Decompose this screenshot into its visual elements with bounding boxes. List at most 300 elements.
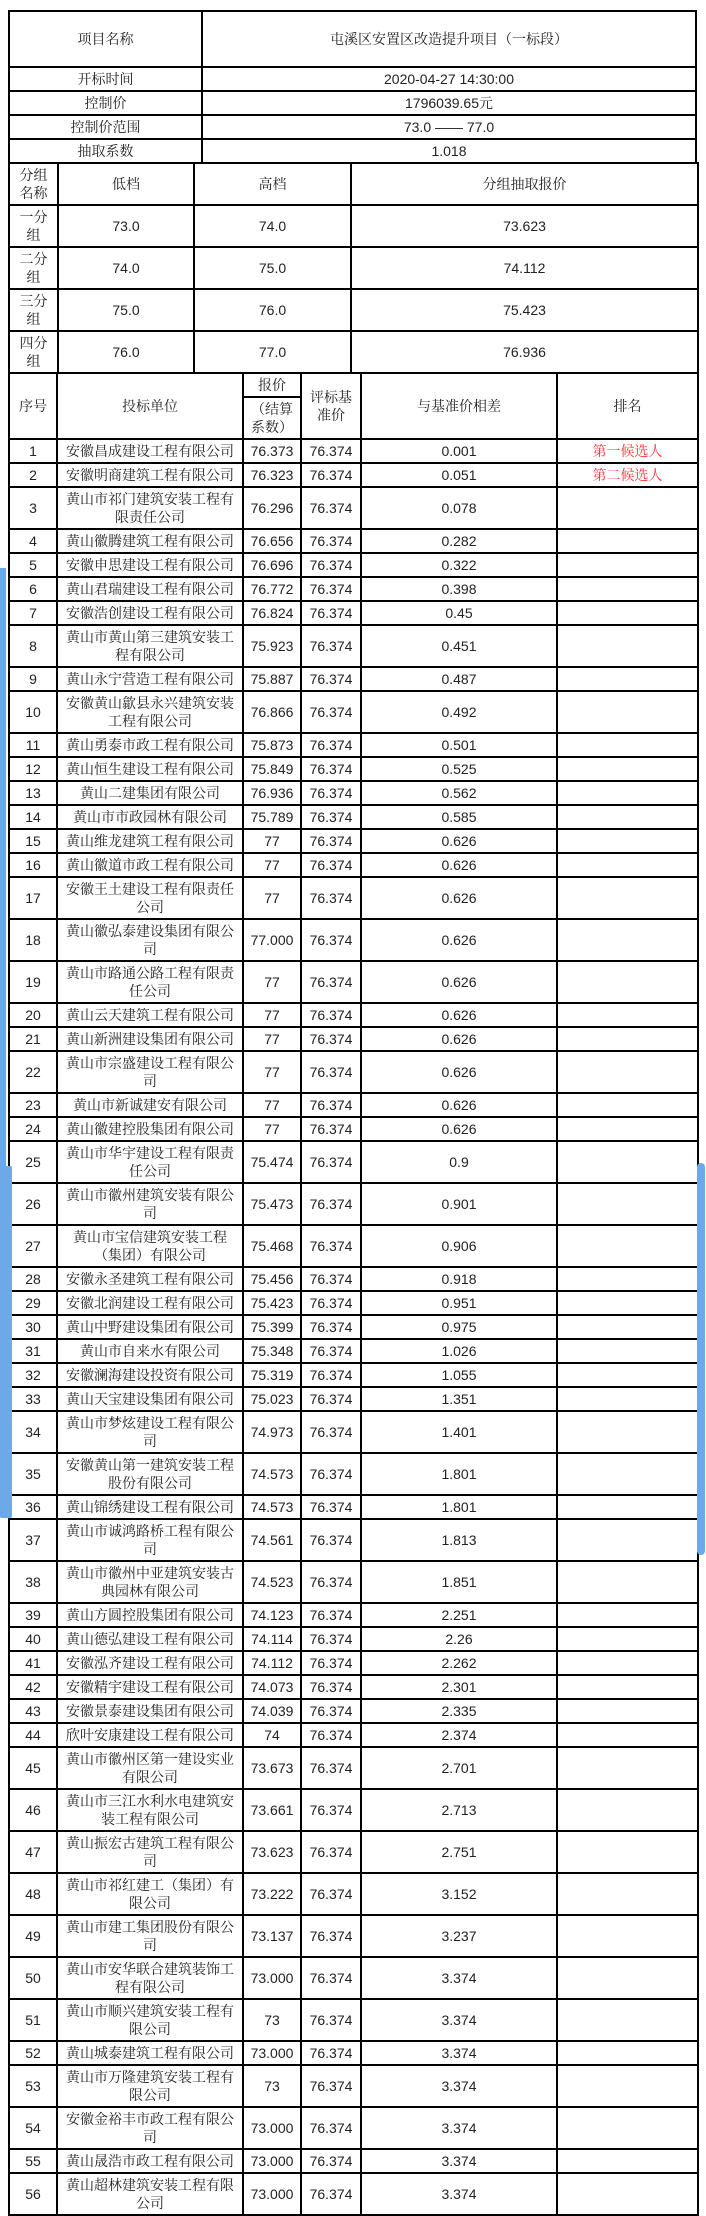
base-price-cell: 76.374 bbox=[301, 667, 361, 691]
table-row bbox=[9, 1315, 698, 1339]
price-cell: 73 bbox=[243, 2065, 301, 2107]
seq-cell: 45 bbox=[9, 1747, 57, 1789]
bidder-cell: 黄山市安华联合建筑装饰工程有限公司 bbox=[57, 1957, 243, 1999]
group-high-cell: 74.0 bbox=[194, 205, 351, 247]
table-row bbox=[9, 1225, 698, 1267]
table-row bbox=[9, 805, 698, 829]
price-cell: 74.112 bbox=[243, 1651, 301, 1675]
table-row bbox=[9, 757, 698, 781]
bidder-cell: 黄山超林建筑安装工程有限公司 bbox=[57, 2173, 243, 2215]
seq-cell: 4 bbox=[9, 529, 57, 553]
diff-cell: 2.751 bbox=[361, 1831, 557, 1873]
rank-cell bbox=[557, 1141, 698, 1183]
rank-cell bbox=[557, 1999, 698, 2041]
table-row bbox=[9, 1789, 698, 1831]
price-cell: 73.000 bbox=[243, 1957, 301, 1999]
rank-cell bbox=[557, 1789, 698, 1831]
group-name-cell: 三分组 bbox=[9, 289, 58, 331]
bidder-cell: 黄山市宗盛建设工程有限公司 bbox=[57, 1051, 243, 1093]
seq-cell: 48 bbox=[9, 1873, 57, 1915]
base-price-cell: 76.374 bbox=[301, 1387, 361, 1411]
group-header-name: 分组名称 bbox=[9, 163, 58, 205]
bidder-cell: 黄山天宝建设集团有限公司 bbox=[57, 1387, 243, 1411]
seq-cell: 37 bbox=[9, 1519, 57, 1561]
price-cell: 77 bbox=[243, 1027, 301, 1051]
price-cell: 77 bbox=[243, 961, 301, 1003]
group-row bbox=[9, 205, 698, 247]
rank-cell bbox=[557, 2173, 698, 2215]
diff-cell: 0.626 bbox=[361, 1093, 557, 1117]
base-price-cell: 76.374 bbox=[301, 487, 361, 529]
table-row bbox=[9, 733, 698, 757]
price-cell: 77 bbox=[243, 853, 301, 877]
price-cell: 75.423 bbox=[243, 1291, 301, 1315]
price-cell: 74.114 bbox=[243, 1627, 301, 1651]
table-row bbox=[9, 2149, 698, 2173]
diff-cell: 0.525 bbox=[361, 757, 557, 781]
seq-cell: 2 bbox=[9, 463, 57, 487]
price-cell: 73.673 bbox=[243, 1747, 301, 1789]
price-cell: 75.923 bbox=[243, 625, 301, 667]
base-price-cell: 76.374 bbox=[301, 1291, 361, 1315]
info-label: 控制价范围 bbox=[9, 115, 202, 139]
base-price-cell: 76.374 bbox=[301, 757, 361, 781]
base-price-cell: 76.374 bbox=[301, 463, 361, 487]
bidder-cell: 黄山永宁营造工程有限公司 bbox=[57, 667, 243, 691]
diff-cell: 1.026 bbox=[361, 1339, 557, 1363]
price-cell: 76.323 bbox=[243, 463, 301, 487]
info-row bbox=[9, 67, 696, 91]
bidder-cell: 安徽黄山歙县永兴建筑安装工程有限公司 bbox=[57, 691, 243, 733]
bidder-cell: 黄山振宏古建筑工程有限公司 bbox=[57, 1831, 243, 1873]
rank-cell bbox=[557, 1747, 698, 1789]
base-price-cell: 76.374 bbox=[301, 1915, 361, 1957]
bidder-cell: 黄山徽道市政工程有限公司 bbox=[57, 853, 243, 877]
right-scrollbar-thumb[interactable] bbox=[697, 1163, 705, 1555]
rank-cell bbox=[557, 529, 698, 553]
base-price-cell: 76.374 bbox=[301, 1225, 361, 1267]
group-row bbox=[9, 289, 698, 331]
rank-cell bbox=[557, 1183, 698, 1225]
price-cell: 74.039 bbox=[243, 1699, 301, 1723]
diff-cell: 1.851 bbox=[361, 1561, 557, 1603]
group-row bbox=[9, 331, 698, 373]
base-price-cell: 76.374 bbox=[301, 2107, 361, 2149]
info-value: 2020-04-27 14:30:00 bbox=[202, 67, 696, 91]
rank-cell bbox=[557, 1495, 698, 1519]
price-cell: 77 bbox=[243, 1093, 301, 1117]
diff-cell: 0.9 bbox=[361, 1141, 557, 1183]
bidder-cell: 安徽北润建设工程有限公司 bbox=[57, 1291, 243, 1315]
seq-cell: 34 bbox=[9, 1411, 57, 1453]
table-row bbox=[9, 1627, 698, 1651]
bidder-cell: 黄山市徽州中亚建筑安装古典园林有限公司 bbox=[57, 1561, 243, 1603]
diff-cell: 3.374 bbox=[361, 1999, 557, 2041]
seq-cell: 53 bbox=[9, 2065, 57, 2107]
left-scrollbar-thumb[interactable] bbox=[0, 1166, 12, 1518]
table-row bbox=[9, 1183, 698, 1225]
seq-cell: 22 bbox=[9, 1051, 57, 1093]
base-price-cell: 76.374 bbox=[301, 2041, 361, 2065]
price-cell: 74.561 bbox=[243, 1519, 301, 1561]
price-cell: 75.319 bbox=[243, 1363, 301, 1387]
seq-cell: 44 bbox=[9, 1723, 57, 1747]
bidder-cell: 安徽昌成建设工程有限公司 bbox=[57, 439, 243, 463]
base-price-cell: 76.374 bbox=[301, 919, 361, 961]
rank-cell bbox=[557, 1603, 698, 1627]
table-row bbox=[9, 853, 698, 877]
rank-cell bbox=[557, 1117, 698, 1141]
base-price-cell: 76.374 bbox=[301, 1051, 361, 1093]
price-cell: 76.373 bbox=[243, 439, 301, 463]
bidder-cell: 安徽景泰建设集团有限公司 bbox=[57, 1699, 243, 1723]
rank-cell bbox=[557, 1915, 698, 1957]
rank-cell bbox=[557, 2041, 698, 2065]
price-cell: 76.936 bbox=[243, 781, 301, 805]
table-row bbox=[9, 1603, 698, 1627]
seq-cell: 43 bbox=[9, 1699, 57, 1723]
diff-cell: 0.918 bbox=[361, 1267, 557, 1291]
seq-cell: 10 bbox=[9, 691, 57, 733]
seq-cell: 3 bbox=[9, 487, 57, 529]
bidder-cell: 黄山徽腾建筑工程有限公司 bbox=[57, 529, 243, 553]
seq-cell: 42 bbox=[9, 1675, 57, 1699]
diff-cell: 0.626 bbox=[361, 877, 557, 919]
seq-cell: 20 bbox=[9, 1003, 57, 1027]
bids-header-rank: 排名 bbox=[557, 373, 698, 439]
group-drawn-price-cell: 74.112 bbox=[351, 247, 698, 289]
bidder-cell: 安徽泓齐建设工程有限公司 bbox=[57, 1651, 243, 1675]
table-row bbox=[9, 1873, 698, 1915]
bidder-cell: 黄山君瑞建设工程有限公司 bbox=[57, 577, 243, 601]
price-cell: 75.399 bbox=[243, 1315, 301, 1339]
seq-cell: 7 bbox=[9, 601, 57, 625]
group-name-cell: 一分组 bbox=[9, 205, 58, 247]
bids-header-seq: 序号 bbox=[9, 373, 57, 439]
diff-cell: 3.374 bbox=[361, 2065, 557, 2107]
bids-table bbox=[8, 372, 699, 2216]
price-cell: 76.772 bbox=[243, 577, 301, 601]
group-table bbox=[8, 162, 699, 374]
diff-cell: 0.398 bbox=[361, 577, 557, 601]
bidder-cell: 黄山城泰建筑工程有限公司 bbox=[57, 2041, 243, 2065]
seq-cell: 29 bbox=[9, 1291, 57, 1315]
diff-cell: 1.401 bbox=[361, 1411, 557, 1453]
bidder-cell: 黄山云天建筑工程有限公司 bbox=[57, 1003, 243, 1027]
diff-cell: 0.626 bbox=[361, 1117, 557, 1141]
seq-cell: 18 bbox=[9, 919, 57, 961]
base-price-cell: 76.374 bbox=[301, 1999, 361, 2041]
rank-cell bbox=[557, 1093, 698, 1117]
group-row bbox=[9, 247, 698, 289]
table-row bbox=[9, 1651, 698, 1675]
seq-cell: 9 bbox=[9, 667, 57, 691]
seq-cell: 6 bbox=[9, 577, 57, 601]
rank-cell bbox=[557, 487, 698, 529]
seq-cell: 40 bbox=[9, 1627, 57, 1651]
rank-cell bbox=[557, 919, 698, 961]
diff-cell: 0.975 bbox=[361, 1315, 557, 1339]
base-price-cell: 76.374 bbox=[301, 1747, 361, 1789]
rank-cell bbox=[557, 1339, 698, 1363]
table-row bbox=[9, 463, 698, 487]
bidder-cell: 安徽申思建设工程有限公司 bbox=[57, 553, 243, 577]
price-cell: 73.000 bbox=[243, 2149, 301, 2173]
info-tbody bbox=[9, 11, 696, 163]
table-row bbox=[9, 781, 698, 805]
diff-cell: 0.322 bbox=[361, 553, 557, 577]
seq-cell: 50 bbox=[9, 1957, 57, 1999]
bidder-cell: 黄山市市政园林有限公司 bbox=[57, 805, 243, 829]
rank-cell bbox=[557, 733, 698, 757]
info-label: 开标时间 bbox=[9, 67, 202, 91]
price-cell: 73.222 bbox=[243, 1873, 301, 1915]
table-row bbox=[9, 1699, 698, 1723]
group-low-cell: 74.0 bbox=[58, 247, 194, 289]
rank-cell bbox=[557, 577, 698, 601]
bidder-cell: 黄山恒生建设工程有限公司 bbox=[57, 757, 243, 781]
seq-cell: 51 bbox=[9, 1999, 57, 2041]
base-price-cell: 76.374 bbox=[301, 1603, 361, 1627]
base-price-cell: 76.374 bbox=[301, 1411, 361, 1453]
bids-header-price-line1: 报价 bbox=[244, 374, 300, 398]
table-row bbox=[9, 577, 698, 601]
table-row bbox=[9, 1495, 698, 1519]
seq-cell: 15 bbox=[9, 829, 57, 853]
diff-cell: 0.051 bbox=[361, 463, 557, 487]
base-price-cell: 76.374 bbox=[301, 1003, 361, 1027]
table-row bbox=[9, 667, 698, 691]
info-row bbox=[9, 115, 696, 139]
diff-cell: 0.078 bbox=[361, 487, 557, 529]
price-cell: 74.973 bbox=[243, 1411, 301, 1453]
diff-cell: 3.237 bbox=[361, 1915, 557, 1957]
price-cell: 76.866 bbox=[243, 691, 301, 733]
base-price-cell: 76.374 bbox=[301, 601, 361, 625]
rank-cell bbox=[557, 1051, 698, 1093]
rank-cell bbox=[557, 1411, 698, 1453]
base-price-cell: 76.374 bbox=[301, 1027, 361, 1051]
rank-cell bbox=[557, 2149, 698, 2173]
rank-cell bbox=[557, 805, 698, 829]
diff-cell: 3.374 bbox=[361, 2041, 557, 2065]
rank-cell bbox=[557, 781, 698, 805]
base-price-cell: 76.374 bbox=[301, 829, 361, 853]
price-cell: 74.523 bbox=[243, 1561, 301, 1603]
diff-cell: 2.701 bbox=[361, 1747, 557, 1789]
base-price-cell: 76.374 bbox=[301, 1873, 361, 1915]
price-cell: 73 bbox=[243, 1999, 301, 2041]
base-price-cell: 76.374 bbox=[301, 529, 361, 553]
bidder-cell: 黄山市黄山第三建筑安装工程有限公司 bbox=[57, 625, 243, 667]
table-row bbox=[9, 487, 698, 529]
rank-cell bbox=[557, 1315, 698, 1339]
bidder-cell: 黄山市顺兴建筑安装工程有限公司 bbox=[57, 1999, 243, 2041]
table-row bbox=[9, 1117, 698, 1141]
seq-cell: 41 bbox=[9, 1651, 57, 1675]
diff-cell: 0.562 bbox=[361, 781, 557, 805]
price-cell: 73.137 bbox=[243, 1915, 301, 1957]
price-cell: 77 bbox=[243, 1051, 301, 1093]
table-row bbox=[9, 1675, 698, 1699]
seq-cell: 36 bbox=[9, 1495, 57, 1519]
diff-cell: 0.906 bbox=[361, 1225, 557, 1267]
seq-cell: 56 bbox=[9, 2173, 57, 2215]
table-row bbox=[9, 1051, 698, 1093]
seq-cell: 12 bbox=[9, 757, 57, 781]
base-price-cell: 76.374 bbox=[301, 805, 361, 829]
rank-cell bbox=[557, 667, 698, 691]
rank-cell bbox=[557, 829, 698, 853]
diff-cell: 0.45 bbox=[361, 601, 557, 625]
base-price-cell: 76.374 bbox=[301, 1117, 361, 1141]
seq-cell: 17 bbox=[9, 877, 57, 919]
bidder-cell: 黄山市华宇建设工程有限责任公司 bbox=[57, 1141, 243, 1183]
bidder-cell: 黄山市宝信建筑安装工程（集团）有限公司 bbox=[57, 1225, 243, 1267]
info-label: 控制价 bbox=[9, 91, 202, 115]
price-cell: 73.000 bbox=[243, 2041, 301, 2065]
rank-cell bbox=[557, 1723, 698, 1747]
group-header-high: 高档 bbox=[194, 163, 351, 205]
bids-header-price bbox=[243, 373, 301, 439]
base-price-cell: 76.374 bbox=[301, 1141, 361, 1183]
base-price-cell: 76.374 bbox=[301, 1561, 361, 1603]
price-cell: 73.000 bbox=[243, 2107, 301, 2149]
table-row bbox=[9, 1999, 698, 2041]
table-row bbox=[9, 1957, 698, 1999]
bidder-cell: 黄山市徽州建筑安装有限公司 bbox=[57, 1183, 243, 1225]
base-price-cell: 76.374 bbox=[301, 553, 361, 577]
seq-cell: 31 bbox=[9, 1339, 57, 1363]
rank-cell bbox=[557, 1003, 698, 1027]
bidder-cell: 黄山市梦炫建设工程有限公司 bbox=[57, 1411, 243, 1453]
bids-header-row bbox=[9, 373, 698, 439]
diff-cell: 0.901 bbox=[361, 1183, 557, 1225]
group-high-cell: 77.0 bbox=[194, 331, 351, 373]
diff-cell: 0.585 bbox=[361, 805, 557, 829]
seq-cell: 11 bbox=[9, 733, 57, 757]
seq-cell: 16 bbox=[9, 853, 57, 877]
price-cell: 75.873 bbox=[243, 733, 301, 757]
price-cell: 73.623 bbox=[243, 1831, 301, 1873]
rank-cell bbox=[557, 553, 698, 577]
table-row bbox=[9, 1561, 698, 1603]
base-price-cell: 76.374 bbox=[301, 1267, 361, 1291]
base-price-cell: 76.374 bbox=[301, 1831, 361, 1873]
info-row bbox=[9, 139, 696, 163]
diff-cell: 2.251 bbox=[361, 1603, 557, 1627]
price-cell: 74.573 bbox=[243, 1495, 301, 1519]
bids-header-price-line2: （结算系数） bbox=[251, 401, 293, 435]
diff-cell: 1.055 bbox=[361, 1363, 557, 1387]
seq-cell: 30 bbox=[9, 1315, 57, 1339]
table-row bbox=[9, 1267, 698, 1291]
rank-cell bbox=[557, 877, 698, 919]
bidder-cell: 黄山市徽州区第一建设实业有限公司 bbox=[57, 1747, 243, 1789]
diff-cell: 2.262 bbox=[361, 1651, 557, 1675]
bidder-cell: 黄山二建集团有限公司 bbox=[57, 781, 243, 805]
seq-cell: 49 bbox=[9, 1915, 57, 1957]
diff-cell: 1.813 bbox=[361, 1519, 557, 1561]
diff-cell: 3.374 bbox=[361, 2173, 557, 2215]
bids-header-base: 评标基准价 bbox=[301, 373, 361, 439]
bidder-cell: 黄山锦绣建设工程有限公司 bbox=[57, 1495, 243, 1519]
diff-cell: 2.374 bbox=[361, 1723, 557, 1747]
info-label: 项目名称 bbox=[9, 11, 202, 67]
price-cell: 75.023 bbox=[243, 1387, 301, 1411]
diff-cell: 0.626 bbox=[361, 961, 557, 1003]
info-row bbox=[9, 91, 696, 115]
price-cell: 77 bbox=[243, 829, 301, 853]
diff-cell: 3.374 bbox=[361, 2107, 557, 2149]
table-row bbox=[9, 1747, 698, 1789]
rank-cell bbox=[557, 961, 698, 1003]
table-row bbox=[9, 1141, 698, 1183]
bidder-cell: 黄山徽建控股集团有限公司 bbox=[57, 1117, 243, 1141]
bidder-cell: 黄山方圆控股集团有限公司 bbox=[57, 1603, 243, 1627]
bidder-cell: 黄山市万隆建筑安装工程有限公司 bbox=[57, 2065, 243, 2107]
base-price-cell: 76.374 bbox=[301, 1957, 361, 1999]
base-price-cell: 76.374 bbox=[301, 961, 361, 1003]
left-scroll-track bbox=[0, 568, 6, 1168]
rank-cell bbox=[557, 1957, 698, 1999]
bidder-cell: 安徽浩创建设工程有限公司 bbox=[57, 601, 243, 625]
price-cell: 75.849 bbox=[243, 757, 301, 781]
table-row bbox=[9, 877, 698, 919]
info-label: 抽取系数 bbox=[9, 139, 202, 163]
diff-cell: 0.626 bbox=[361, 853, 557, 877]
rank-cell: 第二候选人 bbox=[557, 463, 698, 487]
diff-cell: 2.335 bbox=[361, 1699, 557, 1723]
base-price-cell: 76.374 bbox=[301, 1789, 361, 1831]
base-price-cell: 76.374 bbox=[301, 1675, 361, 1699]
base-price-cell: 76.374 bbox=[301, 1363, 361, 1387]
seq-cell: 39 bbox=[9, 1603, 57, 1627]
diff-cell: 3.374 bbox=[361, 1957, 557, 1999]
seq-cell: 14 bbox=[9, 805, 57, 829]
bidder-cell: 欣叶安康建设工程有限公司 bbox=[57, 1723, 243, 1747]
group-low-cell: 76.0 bbox=[58, 331, 194, 373]
diff-cell: 3.152 bbox=[361, 1873, 557, 1915]
table-row bbox=[9, 601, 698, 625]
diff-cell: 2.26 bbox=[361, 1627, 557, 1651]
rank-cell bbox=[557, 1519, 698, 1561]
table-row bbox=[9, 1831, 698, 1873]
base-price-cell: 76.374 bbox=[301, 1183, 361, 1225]
price-cell: 77 bbox=[243, 877, 301, 919]
seq-cell: 33 bbox=[9, 1387, 57, 1411]
price-cell: 76.296 bbox=[243, 487, 301, 529]
table-row bbox=[9, 2173, 698, 2215]
info-value: 1.018 bbox=[202, 139, 696, 163]
base-price-cell: 76.374 bbox=[301, 877, 361, 919]
diff-cell: 0.626 bbox=[361, 919, 557, 961]
group-header-drawn: 分组抽取报价 bbox=[351, 163, 698, 205]
diff-cell: 1.801 bbox=[361, 1495, 557, 1519]
bidder-cell: 安徽王土建设工程有限责任公司 bbox=[57, 877, 243, 919]
price-cell: 77 bbox=[243, 1117, 301, 1141]
base-price-cell: 76.374 bbox=[301, 1453, 361, 1495]
seq-cell: 52 bbox=[9, 2041, 57, 2065]
rank-cell bbox=[557, 1699, 698, 1723]
rank-cell bbox=[557, 757, 698, 781]
table-row bbox=[9, 1291, 698, 1315]
price-cell: 75.789 bbox=[243, 805, 301, 829]
base-price-cell: 76.374 bbox=[301, 439, 361, 463]
group-tbody bbox=[9, 205, 698, 373]
seq-cell: 1 bbox=[9, 439, 57, 463]
rank-cell bbox=[557, 625, 698, 667]
